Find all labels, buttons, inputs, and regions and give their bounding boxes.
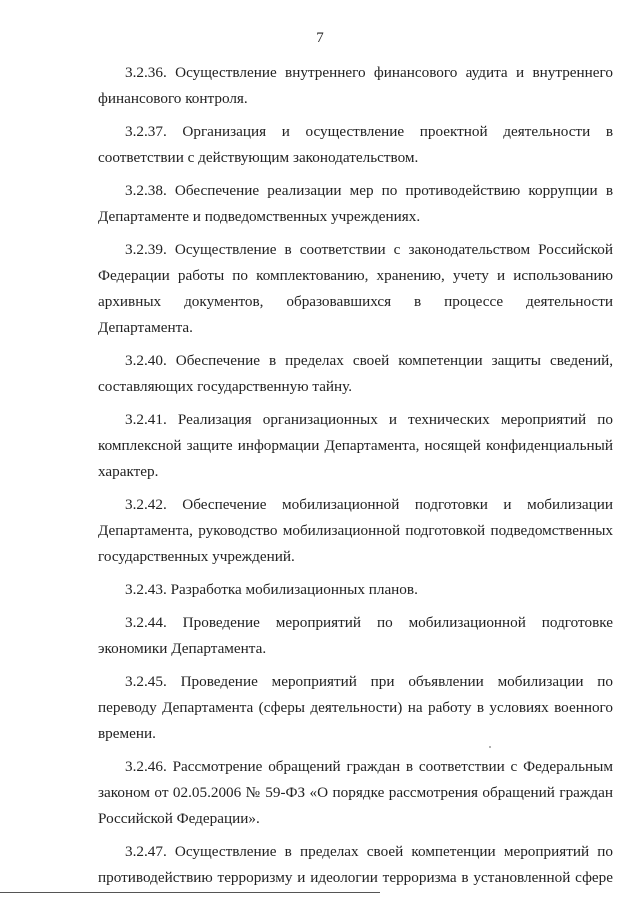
footer-rule: [0, 892, 380, 893]
paragraph-line: времени.: [98, 725, 156, 742]
document-body: [98, 60, 613, 898]
paragraph: [98, 178, 613, 230]
paragraph-line: государственных учреждений.: [98, 548, 295, 565]
scan-speck: [489, 746, 491, 748]
paragraph-line: соответствии с действующим законодательством.: [98, 149, 419, 166]
paragraph-line: Российской Федерации».: [98, 810, 260, 827]
paragraph-line: финансового контроля.: [98, 90, 248, 107]
paragraph: [98, 60, 613, 112]
paragraph-line: 3.2.43. Разработка мобилизационных планов.: [125, 581, 418, 598]
paragraph: [98, 119, 613, 171]
paragraph-line: 3.2.47. Осуществление в пределах своей компетенции мероприятий по: [125, 843, 613, 860]
paragraph-line: Департамента, руководство мобилизационной подготовкой подведомственных: [98, 522, 613, 539]
paragraph: [98, 492, 613, 570]
paragraph-line: 3.2.39. Осуществление в соответствии с законодательством Российской: [125, 241, 613, 258]
paragraph-line: Департамента.: [98, 319, 193, 336]
paragraph-line: 3.2.38. Обеспечение реализации мер по противодействию коррупции в: [125, 182, 613, 199]
paragraph: [98, 754, 613, 832]
paragraph-line: 3.2.45. Проведение мероприятий при объявлении мобилизации по: [125, 673, 613, 690]
paragraph-line: противодействию терроризму и идеологии терроризма в установленной сфере: [98, 869, 613, 886]
paragraph-line: 3.2.41. Реализация организационных и технических мероприятий по: [125, 411, 613, 428]
paragraph: [98, 237, 613, 341]
paragraph: [98, 348, 613, 400]
paragraph-line: 3.2.36. Осуществление внутреннего финансового аудита и внутреннего: [125, 64, 613, 81]
paragraph-line: 3.2.42. Обеспечение мобилизационной подготовки и мобилизации: [125, 496, 613, 513]
paragraph-line: составляющих государственную тайну.: [98, 378, 353, 395]
paragraph: [98, 669, 613, 747]
paragraph-line: Федерации работы по комплектованию, хранению, учету и использованию: [98, 267, 613, 284]
paragraph-line: характер.: [98, 463, 159, 480]
paragraph-line: 3.2.44. Проведение мероприятий по мобилизационной подготовке: [125, 614, 613, 631]
paragraph-line: Департаменте и подведомственных учреждениях.: [98, 208, 421, 225]
paragraph-line: переводу Департамента (сферы деятельности) на работу в условиях военного: [98, 699, 613, 716]
paragraph: [98, 407, 613, 485]
paragraph-line: 3.2.40. Обеспечение в пределах своей компетенции защиты сведений,: [125, 352, 613, 369]
page-number: 7: [316, 30, 324, 46]
paragraph-line: архивных документов, образовавшихся в процессе деятельности: [98, 293, 613, 310]
paragraph-line: 3.2.46. Рассмотрение обращений граждан в соответствии с Федеральным: [125, 758, 613, 775]
paragraph-line: комплексной защите информации Департамента, носящей конфиденциальный: [98, 437, 613, 454]
paragraph: [98, 839, 613, 891]
paragraph-line: экономики Департамента.: [98, 640, 267, 657]
paragraph-line: 3.2.37. Организация и осуществление проектной деятельности в: [125, 123, 613, 140]
paragraph-line: законом от 02.05.2006 № 59-ФЗ «О порядке рассмотрения обращений граждан: [98, 784, 613, 801]
paragraph: [125, 577, 613, 603]
paragraph: [98, 610, 613, 662]
